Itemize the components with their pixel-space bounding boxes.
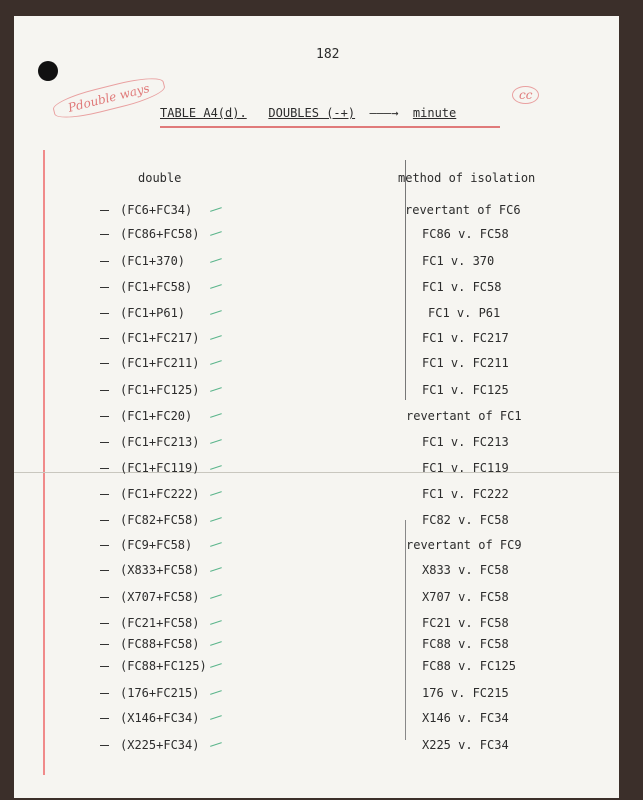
row-dash-mark [100,494,109,495]
table-doubles: DOUBLES (-+) [268,106,356,120]
row-dash-mark [100,338,109,339]
row-dash-mark [100,363,109,364]
arrow: ———→ [369,106,399,120]
method-cell: revertant of FC9 [406,538,522,552]
method-cell: revertant of FC1 [406,409,522,423]
method-cell: 176 v. FC215 [422,686,509,700]
double-cell: (FC1+FC20) [120,409,193,423]
double-cell: (FC1+P61) [120,306,186,320]
method-cell: FC1 v. FC58 [422,280,502,294]
method-cell: FC82 v. FC58 [422,513,509,527]
row-dash-mark [100,416,109,417]
double-cell: (FC1+FC119) [120,461,200,475]
row-dash-mark [100,261,109,262]
double-cell: (X225+FC34) [120,738,200,752]
row-dash-mark [100,597,109,598]
row-dash-mark [100,545,109,546]
double-cell: (FC86+FC58) [120,227,200,241]
table-minute: minute [412,106,457,120]
double-cell: (X833+FC58) [120,563,200,577]
double-cell: (X707+FC58) [120,590,200,604]
method-cell: revertant of FC6 [405,203,521,217]
row-dash-mark [100,718,109,719]
bracket-upper [405,160,416,400]
double-cell: (FC88+FC58) [120,637,200,651]
method-cell: FC1 v. FC125 [422,383,509,397]
bracket-lower [405,520,416,740]
double-cell: (FC1+FC125) [120,383,200,397]
double-cell: (FC1+FC222) [120,487,200,501]
method-cell: X146 v. FC34 [422,711,509,725]
row-dash-mark [100,390,109,391]
row-dash-mark [100,623,109,624]
double-cell: (176+FC215) [120,686,200,700]
row-dash-mark [100,666,109,667]
method-cell: FC1 v. FC222 [422,487,509,501]
double-cell: (FC82+FC58) [120,513,200,527]
corner-note: cc [512,86,539,104]
handwritten-note: Pdouble ways [51,73,167,124]
double-cell: (X146+FC34) [120,711,200,725]
double-cell: (FC1+FC58) [120,280,193,294]
method-cell: FC1 v. P61 [428,306,501,320]
method-cell: X833 v. FC58 [422,563,509,577]
method-cell: FC86 v. FC58 [422,227,509,241]
double-cell: (FC88+FC125) [120,659,207,673]
row-dash-mark [100,745,109,746]
method-cell: FC88 v. FC58 [422,637,509,651]
header-method: method of isolation [398,171,536,185]
double-cell: (FC6+FC34) [120,203,193,217]
title-red-underline [160,126,500,128]
row-dash-mark [100,693,109,694]
row-dash-mark [100,468,109,469]
method-cell: FC1 v. FC213 [422,435,509,449]
double-cell: (FC21+FC58) [120,616,200,630]
header-double: double [138,171,182,185]
row-dash-mark [100,442,109,443]
method-cell: FC1 v. FC119 [422,461,509,475]
row-dash-mark [100,210,109,211]
method-cell: FC1 v. FC217 [422,331,509,345]
row-dash-mark [100,570,109,571]
row-dash-mark [100,313,109,314]
method-cell: FC21 v. FC58 [422,616,509,630]
punch-hole [38,61,58,81]
method-cell: X707 v. FC58 [422,590,509,604]
row-dash-mark [100,520,109,521]
double-cell: (FC1+370) [120,254,186,268]
double-cell: (FC1+FC217) [120,331,200,345]
document-page [14,16,619,798]
row-dash-mark [100,644,109,645]
method-cell: X225 v. FC34 [422,738,509,752]
page-number: 182 [316,47,340,62]
double-cell: (FC1+FC211) [120,356,200,370]
table-label: TABLE A4(d). [160,106,247,120]
method-cell: FC1 v. 370 [422,254,495,268]
red-margin-line [43,150,45,775]
method-cell: FC88 v. FC125 [422,659,516,673]
page-fold-line [14,472,619,473]
row-dash-mark [100,287,109,288]
double-cell: (FC9+FC58) [120,538,193,552]
row-dash-mark [100,234,109,235]
double-cell: (FC1+FC213) [120,435,200,449]
method-cell: FC1 v. FC211 [422,356,509,370]
table-title [160,106,456,120]
